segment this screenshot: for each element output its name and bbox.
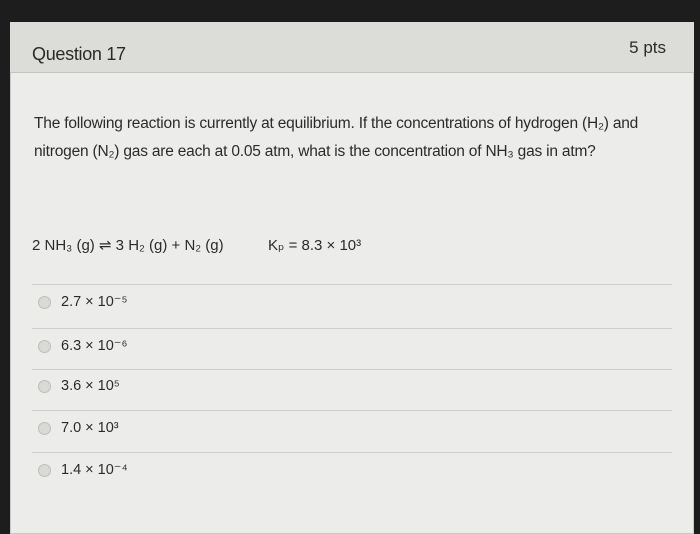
radio-button[interactable] <box>38 464 51 477</box>
answer-option-1[interactable] <box>38 290 127 314</box>
answer-option-3[interactable] <box>38 374 120 398</box>
answer-option-2[interactable] <box>38 334 127 358</box>
answer-label: 1.4 × 10⁻⁴ <box>61 462 128 478</box>
answer-option-4[interactable] <box>38 416 119 440</box>
answer-label: 7.0 × 10³ <box>61 420 119 436</box>
answer-label: 2.7 × 10⁻⁵ <box>61 294 128 310</box>
radio-button[interactable] <box>38 340 51 353</box>
answer-option-5[interactable] <box>38 458 128 482</box>
answer-divider <box>32 284 672 285</box>
radio-button[interactable] <box>38 296 51 309</box>
answer-label: 6.3 × 10⁻⁶ <box>61 338 128 354</box>
answer-label: 3.6 × 10⁵ <box>61 378 120 394</box>
equilibrium-constant: Kₚ = 8.3 × 10³ <box>268 237 362 254</box>
question-card <box>10 22 694 534</box>
answer-divider <box>32 369 672 370</box>
question-title: Question 17 <box>32 44 126 64</box>
answer-divider <box>32 452 672 453</box>
reaction-equation: 2 NH₃ (g) ⇌ 3 H₂ (g) + N₂ (g) <box>32 237 224 254</box>
answer-divider <box>32 328 672 329</box>
question-points: 5 pts <box>629 38 666 57</box>
question-text: The following reaction is currently at equilibrium. If the concentrations of hydrogen (H₂) and nitrogen (N₂) gas are each at 0.05 atm, what is the concentration of NH₃ gas in atm? <box>34 115 639 160</box>
radio-button[interactable] <box>38 380 51 393</box>
answer-divider <box>32 410 672 411</box>
question-header <box>10 22 694 73</box>
radio-button[interactable] <box>38 422 51 435</box>
